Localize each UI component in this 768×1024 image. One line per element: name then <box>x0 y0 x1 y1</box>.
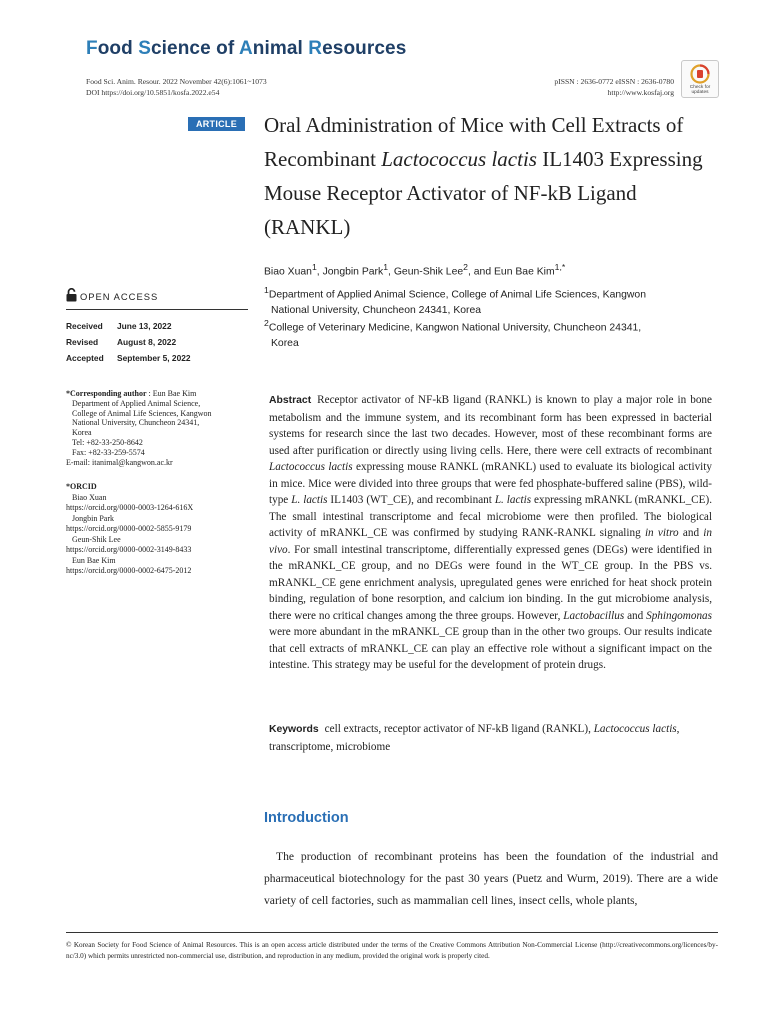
author-sup: 1,* <box>554 262 566 272</box>
check-updates-icon <box>690 64 710 84</box>
open-access <box>66 288 158 302</box>
author: Jongbin Park <box>322 266 384 278</box>
abstract-seg: L. lactis <box>494 494 532 506</box>
affiliation-text: National University, Chuncheon 24341, Korea <box>271 305 482 317</box>
corresponding-line: Korea <box>72 428 92 438</box>
corresponding-line: Tel: +82-33-250-8642 <box>72 437 143 447</box>
abstract-seg: . For small intestinal transcriptome, differentially expressed genes (DEGs) were identified in the mRANKL_CE group, and no DEGs were found in the WT_CE group. In the PBS vs. mRANKL_CE gene enrichment analysis, upregulated genes were enriched for heat shock protein binding, regulation of bone resorption, and calcium ion binding. In the gut microbiome analysis, there were no critical changes among the three groups. However, <box>269 543 712 622</box>
introduction-paragraph: The production of recombinant proteins has been the foundation of the industrial and pharmaceutical biotechnology for the past 30 years (Puetz and Wurm, 2019). There are a wide variety of cell factories, such as mammalian cell lines, insect cells, whole plants, <box>264 850 718 907</box>
author: Geun-Shik Lee <box>393 266 464 278</box>
issn-block <box>554 76 674 98</box>
article-title <box>264 108 724 244</box>
date-row <box>66 318 191 334</box>
open-lock-icon <box>66 288 77 302</box>
section-heading-introduction: Introduction <box>264 810 349 826</box>
date-label: Accepted <box>66 353 104 363</box>
date-label: Revised <box>66 337 99 347</box>
license-footer: © Korean Society for Food Science of Animal Resources. This is an open access article distributed under the terms of the Creative Commons Attribution Non-Commercial License (http://creativecommons.org/licences/by-nc/3.0) which permits unrestricted non-commercial use, distribution, and reproduction in any medium, provided the original work is properly cited. <box>66 941 718 960</box>
affiliation-num: 2 <box>264 318 269 328</box>
keywords-label: Keywords <box>269 724 319 735</box>
orcid-link[interactable]: https://orcid.org/0000-0003-1264-616X <box>66 503 194 512</box>
orcid-link[interactable]: https://orcid.org/0000-0002-3149-8433 <box>66 545 192 554</box>
abstract-seg: IL1403 (WT_CE), and recombinant <box>327 494 495 506</box>
abstract-seg: were more abundant in the mRANKL_CE group than in the other two groups. Our results indicate that cell extracts of mRANKL_CE can play an effective role without a significant impact on the intestine. This strategy may be useful for the development of protein drugs. <box>269 626 712 671</box>
abstract-seg: in vivo <box>269 527 712 556</box>
journal-title <box>86 38 406 60</box>
abstract-seg: and <box>624 609 647 622</box>
date-row <box>66 350 191 366</box>
keywords-text: cell extracts, receptor activator of NF-kB ligand (RANKL), <box>324 723 594 735</box>
affiliation-2 <box>264 315 724 352</box>
keywords-italic: Lactococcus lactis <box>593 723 677 735</box>
abstract-seg: L. lactis <box>291 494 328 506</box>
corresponding-line: Department of Applied Animal Science, <box>72 398 201 408</box>
orcid-link[interactable]: https://orcid.org/0000-0002-6475-2012 <box>66 566 192 575</box>
orcid-link[interactable]: https://orcid.org/0000-0002-5855-9179 <box>66 524 192 533</box>
corresponding-label: *Corresponding author <box>66 389 147 398</box>
keywords-text: , transcriptome, microbiome <box>269 723 680 753</box>
abstract-seg: in vitro <box>644 527 679 539</box>
citation: Food Sci. Anim. Resour. 2022 November 42(6):1061~1073 <box>86 77 267 86</box>
affiliation-1 <box>264 282 724 319</box>
corresponding-line: Fax: +82-33-259-5574 <box>72 447 145 457</box>
title-text: IL1403 Expressing Mouse Receptor Activator of NF-kB Ligand (RANKL) <box>264 147 703 239</box>
date-label: Received <box>66 321 103 331</box>
check-for-updates-badge[interactable] <box>681 60 719 98</box>
sidebar-divider <box>66 309 248 310</box>
date-value: September 5, 2022 <box>117 353 191 363</box>
abstract-seg: and <box>678 527 704 539</box>
check-updates-label: Check for updates <box>689 85 711 96</box>
article-type-badge: ARTICLE <box>188 117 245 131</box>
orcid-name: Biao Xuan <box>72 492 107 502</box>
date-value: June 13, 2022 <box>117 321 172 331</box>
abstract-seg: Sphingomonas <box>646 609 712 622</box>
footer-divider <box>66 932 718 933</box>
author: Eun Bae Kim <box>493 266 555 278</box>
journal-title-part: Food <box>86 38 139 59</box>
journal-title-part: Science of <box>138 38 239 59</box>
journal-title-part: Animal <box>238 38 309 59</box>
affiliation-num: 1 <box>264 285 269 295</box>
abstract-label: Abstract <box>269 395 312 406</box>
issn: pISSN : 2636-0772 eISSN : 2636-0780 <box>554 77 674 86</box>
date-value: August 8, 2022 <box>117 337 177 347</box>
corresponding-name: : Eun Bae Kim <box>146 389 197 398</box>
open-access-label: OPEN ACCESS <box>80 291 159 302</box>
orcid-list <box>66 482 244 577</box>
journal-title-part: Resources <box>308 38 407 59</box>
doi-link[interactable]: DOI https://doi.org/10.5851/kosfa.2022.e54 <box>86 88 220 97</box>
author-sup: 2 <box>463 262 468 272</box>
orcid-name: Jongbin Park <box>72 513 114 523</box>
keywords <box>269 721 712 755</box>
journal-url[interactable]: http://www.kosfaj.org <box>607 88 674 97</box>
corresponding-line: College of Animal Life Sciences, Kangwon <box>72 408 212 418</box>
citation-block <box>86 76 267 98</box>
affiliation-text: Korea <box>271 338 299 350</box>
title-text: Oral Administration of Mice with Cell Extracts of Recombinant <box>264 113 684 171</box>
abstract-seg: expressing mouse RANKL (mRANKL) used to evaluate its biological activity in mice. Mice were divided into three groups that were fed phosphate-buffered saline (PBS), wild-type <box>269 461 712 506</box>
author: Biao Xuan <box>264 266 312 278</box>
orcid-name: Eun Bae Kim <box>72 555 116 565</box>
corresponding-line: National University, Chuncheon 24341, <box>72 418 200 428</box>
orcid-name: Geun-Shik Lee <box>72 534 121 544</box>
author-list: Biao Xuan$^1$, Jongbin Park$^1$, Geun-Shik Lee$^2$, and Eun Bae Kim$^{1,*}$ <box>264 262 566 278</box>
date-row <box>66 334 191 350</box>
abstract-seg: Lactobacillus <box>563 609 625 622</box>
orcid-label: *ORCID <box>66 482 97 491</box>
affiliation-text: College of Veterinary Medicine, Kangwon National University, Chuncheon 24341, <box>268 322 642 334</box>
history-dates <box>66 318 191 366</box>
affiliation-text: Department of Applied Animal Science, College of Animal Life Sciences, Kangwon <box>268 289 646 301</box>
author-sup: 1 <box>383 262 389 272</box>
author-sup: 1 <box>311 262 317 272</box>
abstract-seg: expressing mRANKL (mRANKL_CE). The small intestinal transcriptome and fecal microbiome were then profiled. The biological activity of mRANKL_CE was confirmed by studying RANK-RANKL signaling <box>269 494 712 539</box>
corresponding-author <box>66 389 244 467</box>
title-italic: Lactococcus lactis <box>381 147 537 171</box>
abstract-seg: Receptor activator of NF-kB ligand (RANKL) is known to play a major role in bone metabolism and the immune system, and its recombinant form has been expressed in bacterial systems for research since the last two decades. However, most of these recombinant forms are used after purification or directly using living cells. Here, there were cell extracts of recombinant <box>269 394 712 457</box>
abstract-seg: Lactococcus lactis <box>269 461 353 473</box>
abstract <box>269 392 712 674</box>
corresponding-email[interactable]: E-mail: itanimal@kangwon.ac.kr <box>66 457 173 467</box>
